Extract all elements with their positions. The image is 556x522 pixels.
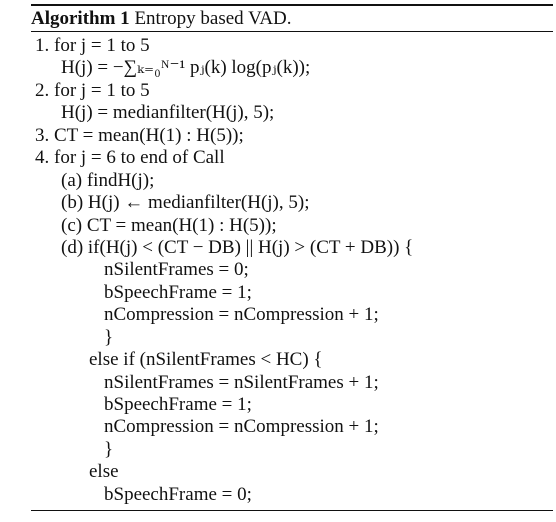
- algorithm-line: nCompression = nCompression + 1;: [104, 304, 379, 326]
- algorithm-line: nSilentFrames = 0;: [104, 259, 249, 281]
- algorithm-title: Entropy based VAD.: [134, 8, 292, 29]
- algorithm-line: (c) CT = mean(H(1) : H(5));: [61, 214, 277, 236]
- algorithm-line: 4. for j = 6 to end of Call: [35, 147, 225, 169]
- algorithm-box: [31, 4, 553, 511]
- algorithm-line: bSpeechFrame = 1;: [104, 281, 252, 303]
- algorithm-line: 2. for j = 1 to 5: [35, 79, 150, 101]
- algorithm-label: Algorithm 1: [31, 8, 130, 29]
- algorithm-line: bSpeechFrame = 1;: [104, 394, 252, 415]
- bottom-rule: [31, 510, 553, 511]
- algorithm-line: 3. CT = mean(H(1) : H(5));: [35, 124, 244, 146]
- algorithm-line: nCompression = nCompression + 1;: [104, 416, 379, 438]
- algorithm-line: bSpeechFrame = 0;: [104, 483, 252, 505]
- algorithm-line: }: [104, 438, 114, 460]
- algorithm-line: (d) if(H(j) < (CT − DB) || H(j) > (CT + DB)) {: [61, 236, 414, 258]
- algorithm-caption: [31, 6, 553, 31]
- algorithm-line: else if (nSilentFrames < HC) {: [89, 349, 323, 371]
- algorithm-line: (b) H(j) ← medianfilter(H(j), 5);: [61, 192, 310, 214]
- algorithm-line: else: [89, 461, 119, 483]
- algorithm-line: (a) findH(j);: [61, 169, 155, 191]
- algorithm-line: H(j) = −∑ₖ₌₀ᴺ⁻¹ pⱼ(k) log(pⱼ(k));: [61, 57, 311, 79]
- algorithm-line: nSilentFrames = nSilentFrames + 1;: [104, 371, 379, 393]
- algorithm-body: [31, 32, 553, 510]
- algorithm-line: H(j) = medianfilter(H(j), 5);: [61, 102, 275, 124]
- algorithm-line: 1. for j = 1 to 5: [35, 35, 150, 56]
- algorithm-line: }: [104, 326, 114, 348]
